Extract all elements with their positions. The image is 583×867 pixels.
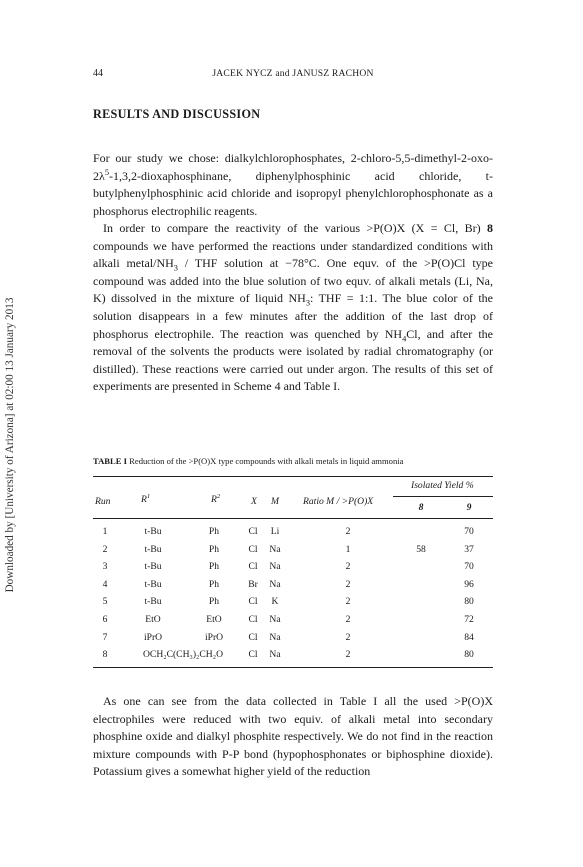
table-bottom-rule (93, 667, 493, 668)
header-r2: $R^2$ (211, 492, 221, 505)
cell-m: Li (270, 526, 280, 537)
header-yield: Isolated Yield % (411, 480, 474, 491)
cell-run: 2 (102, 543, 108, 555)
cell-run: 5 (102, 596, 108, 608)
cell-y9: 70 (464, 561, 474, 573)
cell-y9: 70 (464, 526, 474, 537)
cell-m: Na (269, 578, 281, 590)
cell-x: Cl (248, 631, 258, 643)
table-top-rule (93, 476, 493, 477)
cell-y9: 80 (464, 649, 474, 661)
cell-r1: t-Bu (144, 561, 162, 573)
cell-x: Cl (248, 649, 258, 661)
cell-r1: OCH₂C(CH₃)₂CH₂O (142, 649, 224, 661)
cell-x: Cl (248, 614, 258, 625)
header-m: M (271, 496, 279, 507)
cell-ratio: 2 (345, 561, 351, 573)
cell-x: Cl (248, 543, 258, 555)
download-watermark (2, 250, 18, 640)
paragraph-1: For our study we chose: dialkylchlorophosphates, $2-chloro-5,5-dimethyl-2-oxo-2\lambda^5-1,3,2$-dioxaphosphinane, diphenylphosphinic acid chloride, t-butylphenylphosphinic acid chloride and isopropyl phenylchlorophosphonate as a phosphorus electrophilic reagents. (93, 151, 493, 218)
cell-r2: Ph (208, 596, 220, 608)
cell-r2: EtO (206, 614, 222, 625)
cell-m: Na (269, 649, 281, 661)
header-x: X (251, 496, 257, 507)
cell-r1: t-Bu (144, 596, 162, 608)
cell-ratio: 2 (345, 631, 351, 643)
cell-run: 1 (102, 526, 108, 537)
running-head: JACEK NYCZ and JANUSZ RACHON (212, 68, 374, 79)
download-notice: Downloaded by [University of Arizona] at 02:00 13 January 2013 (4, 297, 16, 593)
cell-ratio: 2 (345, 526, 351, 537)
cell-r2: Ph (208, 561, 220, 573)
cell-y9: 84 (464, 631, 474, 643)
cell-ratio: 2 (345, 649, 351, 661)
paragraph-3: As one can see from the data collected in Table I all the used >P(O)X electrophiles were reduced with two equiv. of alkali metal into secondary phosphine oxide and dialkyl phosphite respectively. We do not find in the reaction mixture compounds with P-P bond (hypophosphonates or biphosphine dioxide). Potassium gives a somewhat higher yield of the reduction (93, 694, 493, 779)
cell-ratio: 1 (345, 543, 351, 555)
cell-run: 8 (102, 649, 108, 661)
cell-y8: 58 (416, 543, 426, 555)
cell-y9: 96 (464, 578, 474, 590)
cell-r2: Ph (208, 526, 220, 537)
header-rule (93, 518, 493, 519)
cell-ratio: 2 (345, 614, 351, 625)
header-run: Run (95, 496, 111, 507)
cell-r1: t-Bu (144, 526, 162, 537)
cell-y9: 37 (464, 543, 474, 555)
cell-r1: t-Bu (144, 578, 162, 590)
cell-run: 3 (102, 561, 108, 573)
page-number: 44 (93, 68, 103, 79)
cell-r1: t-Bu (144, 543, 162, 555)
cell-m: Na (269, 543, 281, 555)
cell-m: K (271, 596, 279, 608)
cell-r2: iPrO (204, 631, 224, 643)
paragraph-2: In order to compare the reactivity of the various >P(O)X (X = Cl, Br) 8 compounds we have performed the reactions under standardized conditions with alkali metal/$NH_3$ / THF solution at −78°C. One equv. of the >P(O)Cl type compound was added into the blue solution of two equv. of alkali metals (Li, Na, K) dissolved in the mixture of liquid $NH_3$: THF = 1:1. The blue color of the solution disappears in a few minutes after the addition of the last drop of phosphorus electrophile. The reaction was quenched by $NH_4Cl$, and after the removal of the solvents the products were isolated by radial chromatography (or distilled). These reactions were carried out under argon. The results of this set of experiments are presented in Scheme 4 and Table I. (93, 221, 493, 394)
table-caption: TABLE I Reduction of the >P(O)X type compounds with alkali metals in liquid ammonia (93, 456, 404, 466)
cell-m: Na (269, 614, 281, 625)
cell-run: 4 (102, 578, 108, 590)
cell-ratio: 2 (345, 596, 351, 608)
header-yield-8: 8 (418, 502, 424, 513)
header-ratio: Ratio M / >P(O)X (303, 496, 374, 507)
cell-r2: Ph (208, 543, 220, 555)
cell-x: Cl (248, 596, 258, 608)
page-header (93, 68, 493, 82)
cell-ratio: 2 (345, 578, 351, 590)
cell-r2: Ph (208, 578, 220, 590)
cell-y9: 72 (464, 614, 474, 625)
cell-x: Cl (248, 526, 258, 537)
section-title: RESULTS AND DISCUSSION (93, 107, 261, 121)
cell-x: Br (248, 578, 258, 590)
header-yield-9: 9 (466, 502, 472, 513)
cell-m: Na (269, 561, 281, 573)
cell-m: Na (269, 631, 281, 643)
header-r1: $R^1$ (141, 492, 151, 505)
cell-r1: EtO (145, 614, 161, 625)
cell-r1: iPrO (143, 631, 163, 643)
cell-run: 6 (102, 614, 108, 625)
yield-rule (393, 496, 493, 497)
cell-x: Cl (248, 561, 258, 573)
cell-y9: 80 (464, 596, 474, 608)
cell-run: 7 (102, 631, 108, 643)
